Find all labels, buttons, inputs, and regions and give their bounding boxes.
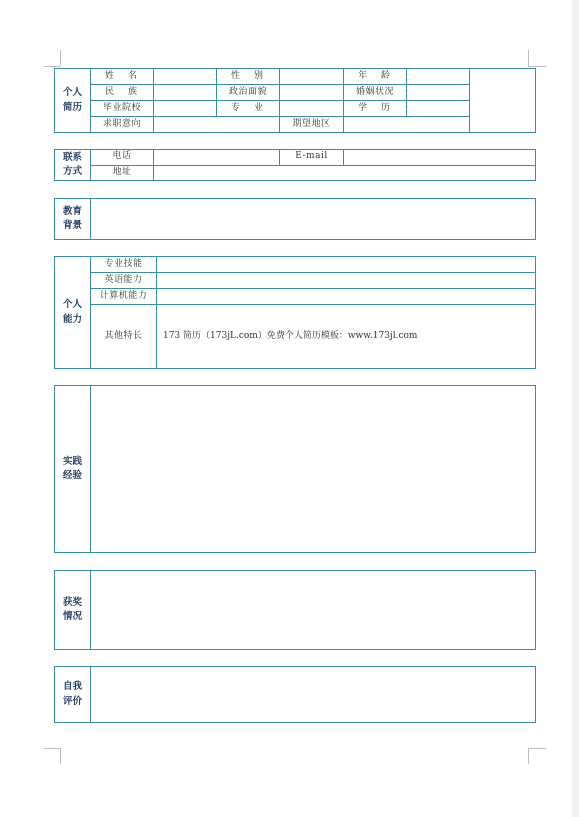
school-value[interactable] [154, 101, 217, 117]
political-status-label: 政治面貌 [217, 85, 280, 101]
computer-ability-value[interactable] [157, 289, 536, 305]
phone-label: 电话 [91, 150, 154, 166]
school-label: 毕业院校 [91, 101, 154, 117]
computer-ability-label: 计算机能力 [91, 289, 157, 305]
address-value[interactable] [154, 165, 536, 181]
professional-skill-value[interactable] [157, 257, 536, 273]
job-intention-value[interactable] [154, 117, 280, 133]
other-skills-label: 其他特长 [91, 305, 157, 369]
self-evaluation-heading: 自我 评价 [55, 667, 91, 723]
expected-region-value[interactable] [344, 117, 470, 133]
age-label: 年龄 [344, 69, 407, 85]
degree-label: 学历 [344, 101, 407, 117]
awards-table [54, 570, 536, 650]
experience-heading: 实践 经验 [55, 386, 91, 553]
crop-mark-bottom-left-h [44, 748, 60, 749]
crop-mark-top-left [60, 50, 61, 66]
experience-table [54, 385, 536, 553]
degree-value[interactable] [407, 101, 470, 117]
address-label: 地址 [91, 165, 154, 181]
major-label: 专业 [217, 101, 280, 117]
crop-mark-bottom-right-h [528, 748, 546, 749]
ability-table [54, 256, 536, 369]
education-table [54, 198, 536, 240]
phone-value[interactable] [154, 150, 280, 166]
contact-heading: 联系 方式 [55, 150, 91, 181]
name-value[interactable] [154, 69, 217, 85]
gender-value[interactable] [280, 69, 344, 85]
email-label: E-mail [280, 150, 344, 166]
professional-skill-label: 专业技能 [91, 257, 157, 273]
email-value[interactable] [344, 150, 536, 166]
age-value[interactable] [407, 69, 470, 85]
english-ability-label: 英语能力 [91, 273, 157, 289]
awards-content[interactable] [91, 571, 536, 650]
personal-heading: 个人 简历 [55, 69, 91, 133]
awards-heading: 获奖 情况 [55, 571, 91, 650]
crop-mark-top-right-h [528, 66, 546, 67]
english-ability-value[interactable] [157, 273, 536, 289]
education-heading: 教育 背景 [55, 199, 91, 240]
contact-table [54, 149, 536, 181]
personal-info-table [54, 68, 536, 133]
ability-heading: 个人 能力 [55, 257, 91, 369]
name-label: 姓名 [91, 69, 154, 85]
marital-status-value[interactable] [407, 85, 470, 101]
ethnicity-label: 民族 [91, 85, 154, 101]
education-content[interactable] [91, 199, 536, 240]
marital-status-label: 婚姻状况 [344, 85, 407, 101]
crop-mark-bottom-left [60, 748, 61, 764]
other-skills-value[interactable]: 173 简历（173jL.com）免费个人简历模板：www.173jl.com [157, 305, 536, 369]
expected-region-label: 期望地区 [280, 117, 344, 133]
gender-label: 性别 [217, 69, 280, 85]
crop-mark-top-left-h [44, 66, 60, 67]
page-edge [572, 0, 579, 817]
ethnicity-value[interactable] [154, 85, 217, 101]
crop-mark-top-right [528, 50, 529, 66]
major-value[interactable] [280, 101, 344, 117]
political-status-value[interactable] [280, 85, 344, 101]
self-evaluation-content[interactable] [91, 667, 536, 723]
experience-content[interactable] [91, 386, 536, 553]
photo-cell[interactable] [470, 69, 536, 133]
crop-mark-bottom-right [528, 748, 529, 764]
self-evaluation-table [54, 666, 536, 723]
job-intention-label: 求职意向 [91, 117, 154, 133]
